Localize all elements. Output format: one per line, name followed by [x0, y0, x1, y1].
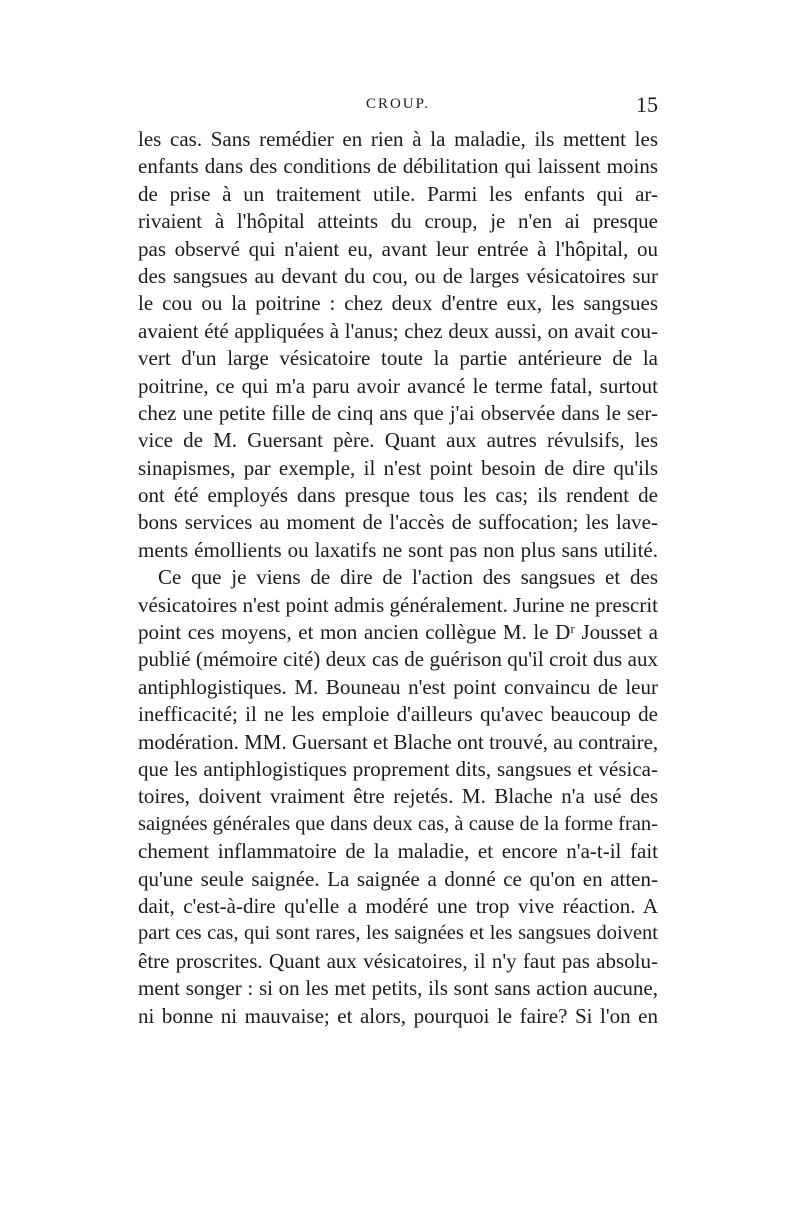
text-line: antiphlogistiques. M. Bouneau n'est point convaincu de leur [138, 674, 658, 699]
text-line: bons services au moment de l'accès de suffocation; les lave- [138, 510, 658, 535]
text-line: enfants dans des conditions de débilitation qui laissent moins [138, 154, 658, 179]
text-line: sinapismes, par exemple, il n'est point besoin de dire qu'ils [138, 455, 658, 480]
text-line: ni bonne ni mauvaise; et alors, pourquoi le faire? Si l'on en [138, 1003, 658, 1028]
text-line: poitrine, ce qui m'a paru avoir avancé le terme fatal, surtout [138, 373, 658, 398]
page-number: 15 [636, 92, 658, 117]
text-line: vert d'un large vésicatoire toute la partie antérieure de la [138, 346, 658, 371]
text-line: vice de M. Guersant père. Quant aux autres révulsifs, les [138, 428, 658, 453]
text-line: publié (mémoire cité) deux cas de guérison qu'il croit dus aux [138, 647, 658, 672]
body-text [138, 126, 658, 1030]
text-line: toires, doivent vraiment être rejetés. M. Blache n'a usé des [138, 784, 658, 809]
page-header [138, 92, 658, 122]
paragraph-first-line: Ce que je viens de dire de l'action des sangsues et des [158, 565, 658, 590]
running-title: CROUP. [365, 96, 431, 112]
text-line: les cas. Sans remédier en rien à la maladie, ils mettent les [138, 127, 658, 151]
text-line: inefficacité; il ne les emploie d'ailleurs qu'avec beaucoup de [138, 702, 658, 727]
text-line: ment songer : si on les met petits, ils sont sans action aucune, [138, 976, 658, 1001]
text-line: modération. MM. Guersant et Blache ont trouvé, au contraire, [138, 729, 659, 754]
text-line: saignées générales que dans deux cas, à cause de la forme fran- [138, 812, 658, 835]
text-line: rivaient à l'hôpital atteints du croup, je n'en ai presque [138, 209, 658, 234]
text-line: ont été employés dans presque tous les cas; ils rendent de [138, 483, 658, 508]
text-line: chement inflammatoire de la maladie, et encore n'a-t-il fait [138, 839, 658, 864]
text-line: dait, c'est-à-dire qu'elle a modéré une trop vive réaction. A [138, 893, 658, 918]
text-line: que les antiphlogistiques proprement dits, sangsues et vésica- [138, 756, 658, 781]
text-line: pas observé qui n'aient eu, avant leur entrée à l'hôpital, ou [138, 236, 658, 261]
text-line: point ces moyens, et mon ancien collègue M. le Dʳ Jousset a [138, 620, 658, 645]
text-line: avaient été appliquées à l'anus; chez deux aussi, on avait cou- [138, 318, 658, 343]
text-line: vésicatoires n'est point admis généralement. Jurine ne prescrit [138, 592, 658, 617]
text-line: part ces cas, qui sont rares, les saignées et les sangsues doivent [138, 922, 658, 945]
text-line: être proscrites. Quant aux vésicatoires, il n'y faut pas absolu- [138, 948, 658, 973]
text-line: ments émollients ou laxatifs ne sont pas non plus sans utilité. [138, 537, 658, 562]
text-line: le cou ou la poitrine : chez deux d'entre eux, les sangsues [138, 291, 658, 316]
text-line: de prise à un traitement utile. Parmi les enfants qui ar- [138, 181, 658, 206]
text-line: qu'une seule saignée. La saignée a donné ce qu'on en atten- [138, 866, 658, 891]
text-line: chez une petite fille de cinq ans que j'ai observée dans le ser- [138, 400, 658, 425]
text-line: des sangsues au devant du cou, ou de larges vésicatoires sur [138, 263, 658, 288]
